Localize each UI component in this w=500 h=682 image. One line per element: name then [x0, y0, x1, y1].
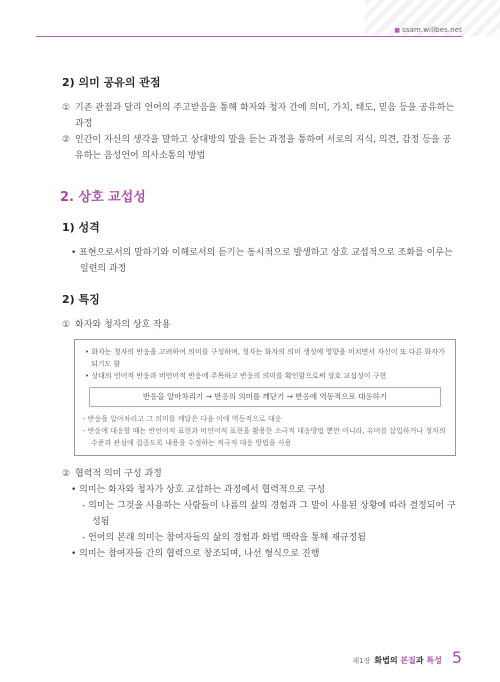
dash-text: 언어의 본래 의미는 참여자들의 삶의 경험과 화법 맥락을 통해 재규정됨 [88, 533, 366, 543]
item-number: ② [62, 135, 71, 145]
item-text: 인간이 자신의 생각을 말하고 상대방의 말을 듣는 과정을 통하여 서로의 지식, 의견, 감정 등을 공유하는 음성언어 의사소통의 방법 [75, 135, 452, 161]
box-dash-item: - 반응에 대응할 때는 반언어적 표현과 비언어적 표현을 활용한 소극적 대응방법 뿐만 아니라, 유머를 삽입하거나 청자의 수준과 관심에 집중도록 내용을 수정하는 적극적 대응 방법을 사용 [83, 427, 446, 447]
dash-item: - 언어의 본래 의미는 참여자들의 삶의 경험과 화법 맥락을 통해 재규정됨 [82, 533, 366, 543]
box-bullet: • 화자는 청자의 반응을 고려하여 의미를 구성하며, 청자는 화자의 의미 생성에 영향을 미치면서 자신이 또 다른 화자가 되기도 함 [85, 348, 445, 368]
header-divider [36, 36, 462, 37]
footer-title-part: 본질 [400, 656, 416, 665]
page-content [62, 74, 456, 562]
list-item [62, 100, 456, 132]
footer-title-part: 화법 [374, 656, 390, 665]
section-heading-nature: 1) 성격 [62, 221, 100, 234]
box-bullet: • 상대의 언어적 반응과 비언어적 반응에 주목하고 반응의 의미를 확인함으로써 상호 교섭성이 구현 [85, 372, 387, 380]
item-text: 협력적 의미 구성 과정 [75, 469, 162, 479]
page-footer [352, 650, 462, 666]
info-box [74, 339, 456, 456]
bullet-text: 표현으로서의 말하기와 이해로서의 듣기는 동시적으로 발생하고 상호 교섭적으로 조화를 이루는 일련의 과정 [79, 248, 453, 274]
item-number: ② [62, 469, 71, 479]
bullet-text: 의미는 참여자들 간의 협력으로 창조되며, 나선 형식으로 진행 [79, 549, 320, 559]
bullet-item: • 표현으로서의 말하기와 이해로서의 듣기는 동시적으로 발생하고 상호 교섭적으로 조화를 이루는 일련의 과정 [71, 248, 453, 274]
site-url: ■ ssam.willbes.net [394, 26, 462, 34]
process-flow: 반응을 알아차리기 → 반응의 의미를 깨닫기 → 반응에 역동적으로 대응하기 [89, 387, 441, 407]
footer-chapter: 제1장 [352, 657, 371, 665]
item-text: 기존 관점과 달리 언어의 주고받음을 통해 화자와 청자 간에 의미, 가치, 태도, 믿음 등을 공유하는 과정 [75, 103, 455, 129]
bullet-item: • 의미는 참여자들 간의 협력으로 창조되며, 나선 형식으로 진행 [71, 549, 320, 559]
footer-title-part: 과 [415, 656, 427, 665]
main-heading: 2. 상호 교섭성 [60, 190, 146, 205]
footer-title-part: 특성 [426, 656, 442, 665]
dash-text: 의미는 그것을 사용하는 사람들이 나름의 삶의 경험과 그 말이 사용된 상황에 따라 결정되어 구성됨 [88, 501, 456, 527]
footer-title [374, 655, 441, 666]
page-number: 5 [451, 648, 462, 667]
list-item [62, 317, 456, 333]
list-item [62, 466, 456, 482]
section-heading-features: 2) 특징 [62, 293, 100, 306]
box-bullet-text: 화자는 청자의 반응을 고려하여 의미를 구성하며, 청자는 화자의 의미 생성에 영향을 미치면서 자신이 또 다른 화자가 되기도 함 [91, 348, 445, 368]
section-heading-meaning-sharing: 2) 의미 공유의 관점 [62, 76, 161, 89]
box-dash-item: - 반응을 알아차리고 그 의미를 깨달은 다음 이에 역동적으로 대응 [83, 415, 282, 423]
dash-item: - 의미는 그것을 사용하는 사람들이 나름의 삶의 경험과 그 말이 사용된 상황에 따라 결정되어 구성됨 [82, 501, 456, 527]
footer-title-part: 의 [389, 656, 401, 665]
item-number: ① [62, 320, 71, 330]
bullet-item: • 의미는 화자와 청자가 상호 교섭하는 과정에서 협력적으로 구성 [71, 485, 326, 495]
item-text: 화자와 청자의 상호 작용 [75, 320, 171, 330]
item-number: ① [62, 103, 71, 113]
bullet-text: 의미는 화자와 청자가 상호 교섭하는 과정에서 협력적으로 구성 [79, 485, 326, 495]
box-bullet-text: 상대의 언어적 반응과 비언어적 반응에 주목하고 반응의 의미를 확인함으로써 상호 교섭성이 구현 [91, 372, 387, 380]
list-item [62, 132, 456, 164]
